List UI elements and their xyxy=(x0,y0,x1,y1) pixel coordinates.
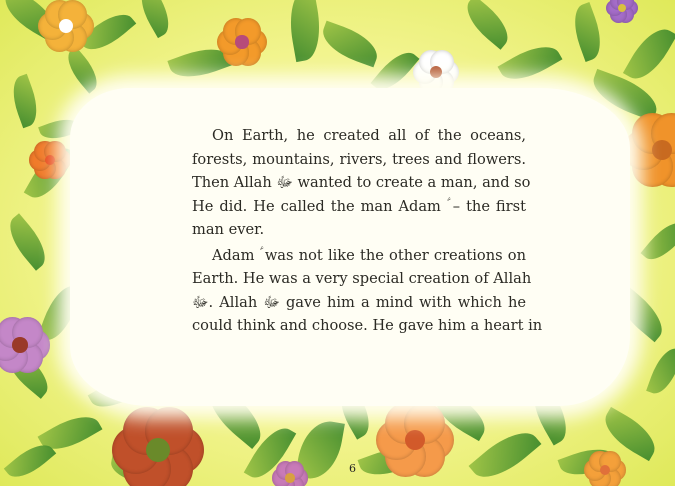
leaf-decoration xyxy=(6,74,44,129)
leaf-decoration xyxy=(133,0,177,38)
leaf-decoration xyxy=(317,21,383,68)
text-line: On Earth, he created all of the oceans, xyxy=(212,127,526,144)
text-line: could think and choose. He gave him a heart in xyxy=(192,317,543,334)
leaf-decoration xyxy=(458,0,516,50)
paragraph-2 xyxy=(192,244,543,338)
leaf-decoration xyxy=(60,46,104,93)
page-number: 6 xyxy=(349,462,356,475)
text-line: ﷻ. Allah ﷻ gave him a mind with which he xyxy=(192,293,527,311)
leaf-decoration xyxy=(646,344,675,399)
leaf-decoration xyxy=(498,37,563,90)
paragraph-1 xyxy=(192,124,531,242)
text-line: Adam ؑ was not like the other creations on xyxy=(212,246,526,264)
story-text xyxy=(192,124,543,338)
leaf-decoration xyxy=(623,21,675,87)
leaf-decoration xyxy=(567,2,608,62)
text-line: forests, mountains, rivers, trees and flowers. xyxy=(192,150,526,168)
text-line: He did. He called the man Adam ؑ – the first xyxy=(192,197,526,215)
leaf-decoration xyxy=(641,215,675,267)
text-line: man ever. xyxy=(192,221,265,238)
leaf-decoration xyxy=(1,213,55,271)
text-line: Earth. He was a very special creation of Allah xyxy=(192,270,532,287)
leaf-decoration xyxy=(284,0,326,62)
text-line: Then Allah ﷻ wanted to create a man, and so xyxy=(192,174,531,191)
